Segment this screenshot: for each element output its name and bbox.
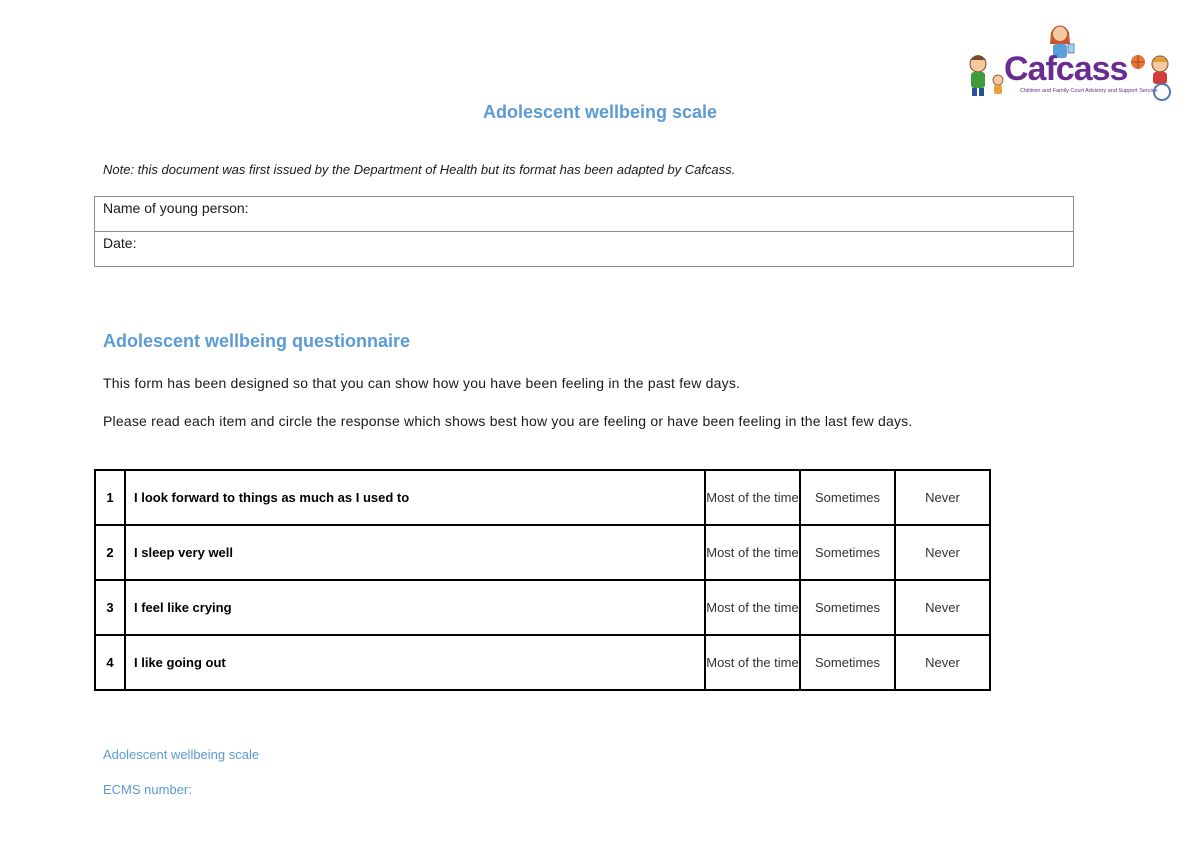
questionnaire-table	[94, 469, 991, 691]
child-figure-small-icon	[993, 75, 1003, 94]
response-sometimes[interactable]: Sometimes	[800, 470, 895, 525]
source-note: Note: this document was first issued by the Department of Health but its format has been adapted by Cafcass.	[103, 162, 736, 177]
item-statement: I look forward to things as much as I used to	[125, 470, 705, 525]
response-never[interactable]: Never	[895, 470, 990, 525]
cafcass-logo	[960, 22, 1180, 102]
item-number: 2	[95, 525, 125, 580]
response-most-of-the-time[interactable]: Most of the time	[705, 525, 800, 580]
child-figure-left-icon	[970, 55, 986, 96]
basketball-icon	[1131, 55, 1145, 69]
intro-paragraph-1: This form has been designed so that you can show how you have been feeling in the past few days.	[103, 375, 741, 391]
svg-text:Cafcass: Cafcass	[1004, 50, 1128, 88]
response-sometimes[interactable]: Sometimes	[800, 635, 895, 690]
info-row-date	[95, 232, 1074, 267]
response-most-of-the-time[interactable]: Most of the time	[705, 470, 800, 525]
response-most-of-the-time[interactable]: Most of the time	[705, 635, 800, 690]
table-row	[95, 525, 990, 580]
response-never[interactable]: Never	[895, 525, 990, 580]
questionnaire-heading: Adolescent wellbeing questionnaire	[103, 331, 411, 351]
footer-ecms-number: ECMS number:	[103, 782, 192, 797]
table-row	[95, 580, 990, 635]
info-row-name	[95, 197, 1074, 232]
response-never[interactable]: Never	[895, 580, 990, 635]
response-most-of-the-time[interactable]: Most of the time	[705, 580, 800, 635]
document-title: Adolescent wellbeing scale	[482, 102, 718, 122]
child-wheelchair-icon	[1152, 56, 1170, 100]
response-sometimes[interactable]: Sometimes	[800, 525, 895, 580]
item-number: 3	[95, 580, 125, 635]
table-row	[95, 470, 990, 525]
item-statement: I feel like crying	[125, 580, 705, 635]
item-number: 4	[95, 635, 125, 690]
item-statement: I like going out	[125, 635, 705, 690]
date-field[interactable]: Date:	[95, 232, 1074, 267]
svg-text:Children and Family Court Advi: Children and Family Court Advisory and Support Service	[1020, 88, 1158, 94]
intro-paragraph-2: Please read each item and circle the response which shows best how you are feeling or have been feeling in the last few days.	[103, 413, 913, 429]
item-statement: I sleep very well	[125, 525, 705, 580]
response-sometimes[interactable]: Sometimes	[800, 580, 895, 635]
footer-document-name: Adolescent wellbeing scale	[103, 747, 260, 762]
table-row	[95, 635, 990, 690]
young-person-info-table	[94, 196, 1074, 267]
item-number: 1	[95, 470, 125, 525]
name-field[interactable]: Name of young person:	[95, 197, 1074, 232]
response-never[interactable]: Never	[895, 635, 990, 690]
